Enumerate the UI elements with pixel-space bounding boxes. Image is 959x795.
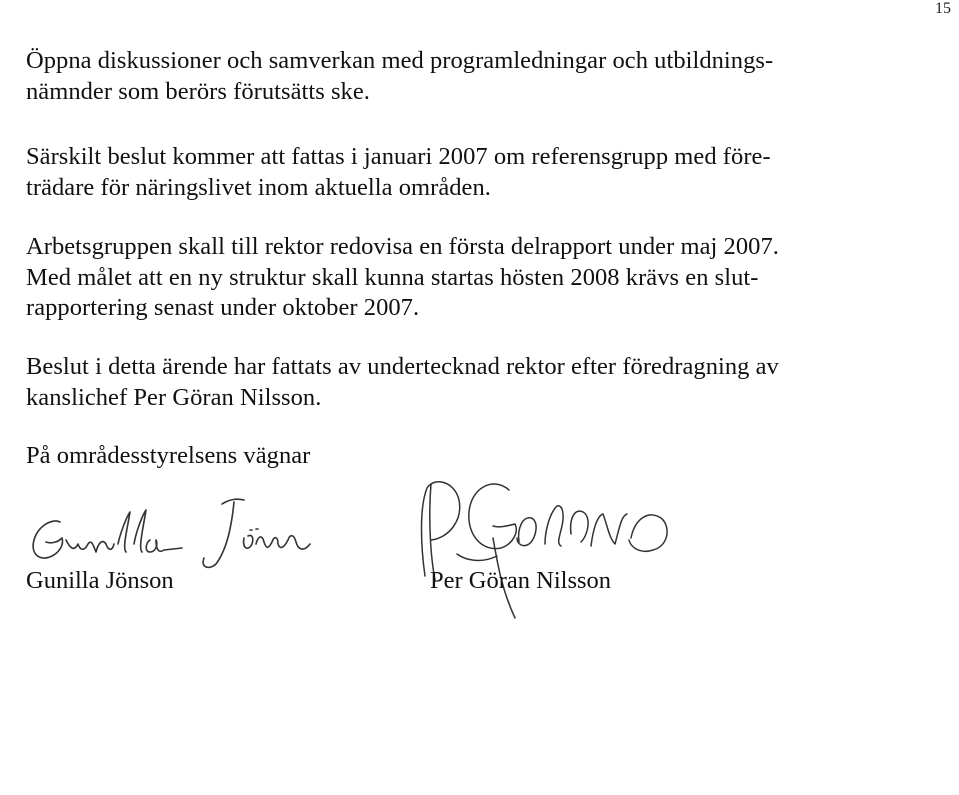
paragraph-line: rapportering senast under oktober 2007.: [26, 294, 420, 321]
paragraph-line: kanslichef Per Göran Nilsson.: [26, 383, 322, 411]
paragraph-line: Särskilt beslut kommer att fattas i januari 2007 om referensgrupp med före-: [26, 143, 771, 170]
page-number: 15: [935, 0, 951, 17]
closing-line: [26, 441, 886, 472]
paragraph-line: Arbetsgruppen skall till rektor redovisa en första delrapport under maj 2007.: [26, 233, 779, 260]
paragraph-working-group: [26, 232, 886, 324]
paragraph-decision: [26, 352, 886, 413]
paragraph-reference-group: [26, 142, 886, 203]
paragraph-discussions: [26, 46, 886, 107]
closing-text: På områdesstyrelsens vägnar: [26, 442, 311, 469]
paragraph-line: Med målet att en ny struktur skall kunna startas hösten 2008 krävs en slut-: [26, 263, 759, 291]
signature-gunilla-jonson: [22, 478, 322, 578]
signatory-name: Per Göran Nilsson: [430, 567, 612, 594]
signatory-name: Gunilla Jönson: [26, 567, 174, 594]
paragraph-line: nämnder som berörs förutsätts ske.: [26, 77, 370, 105]
paragraph-line: Beslut i detta ärende har fattats av undertecknad rektor efter föredragning av: [26, 353, 779, 380]
paragraph-line: Öppna diskussioner och samverkan med programledningar och utbildnings-: [26, 47, 774, 74]
paragraph-line: trädare för näringslivet inom aktuella områden.: [26, 173, 491, 201]
